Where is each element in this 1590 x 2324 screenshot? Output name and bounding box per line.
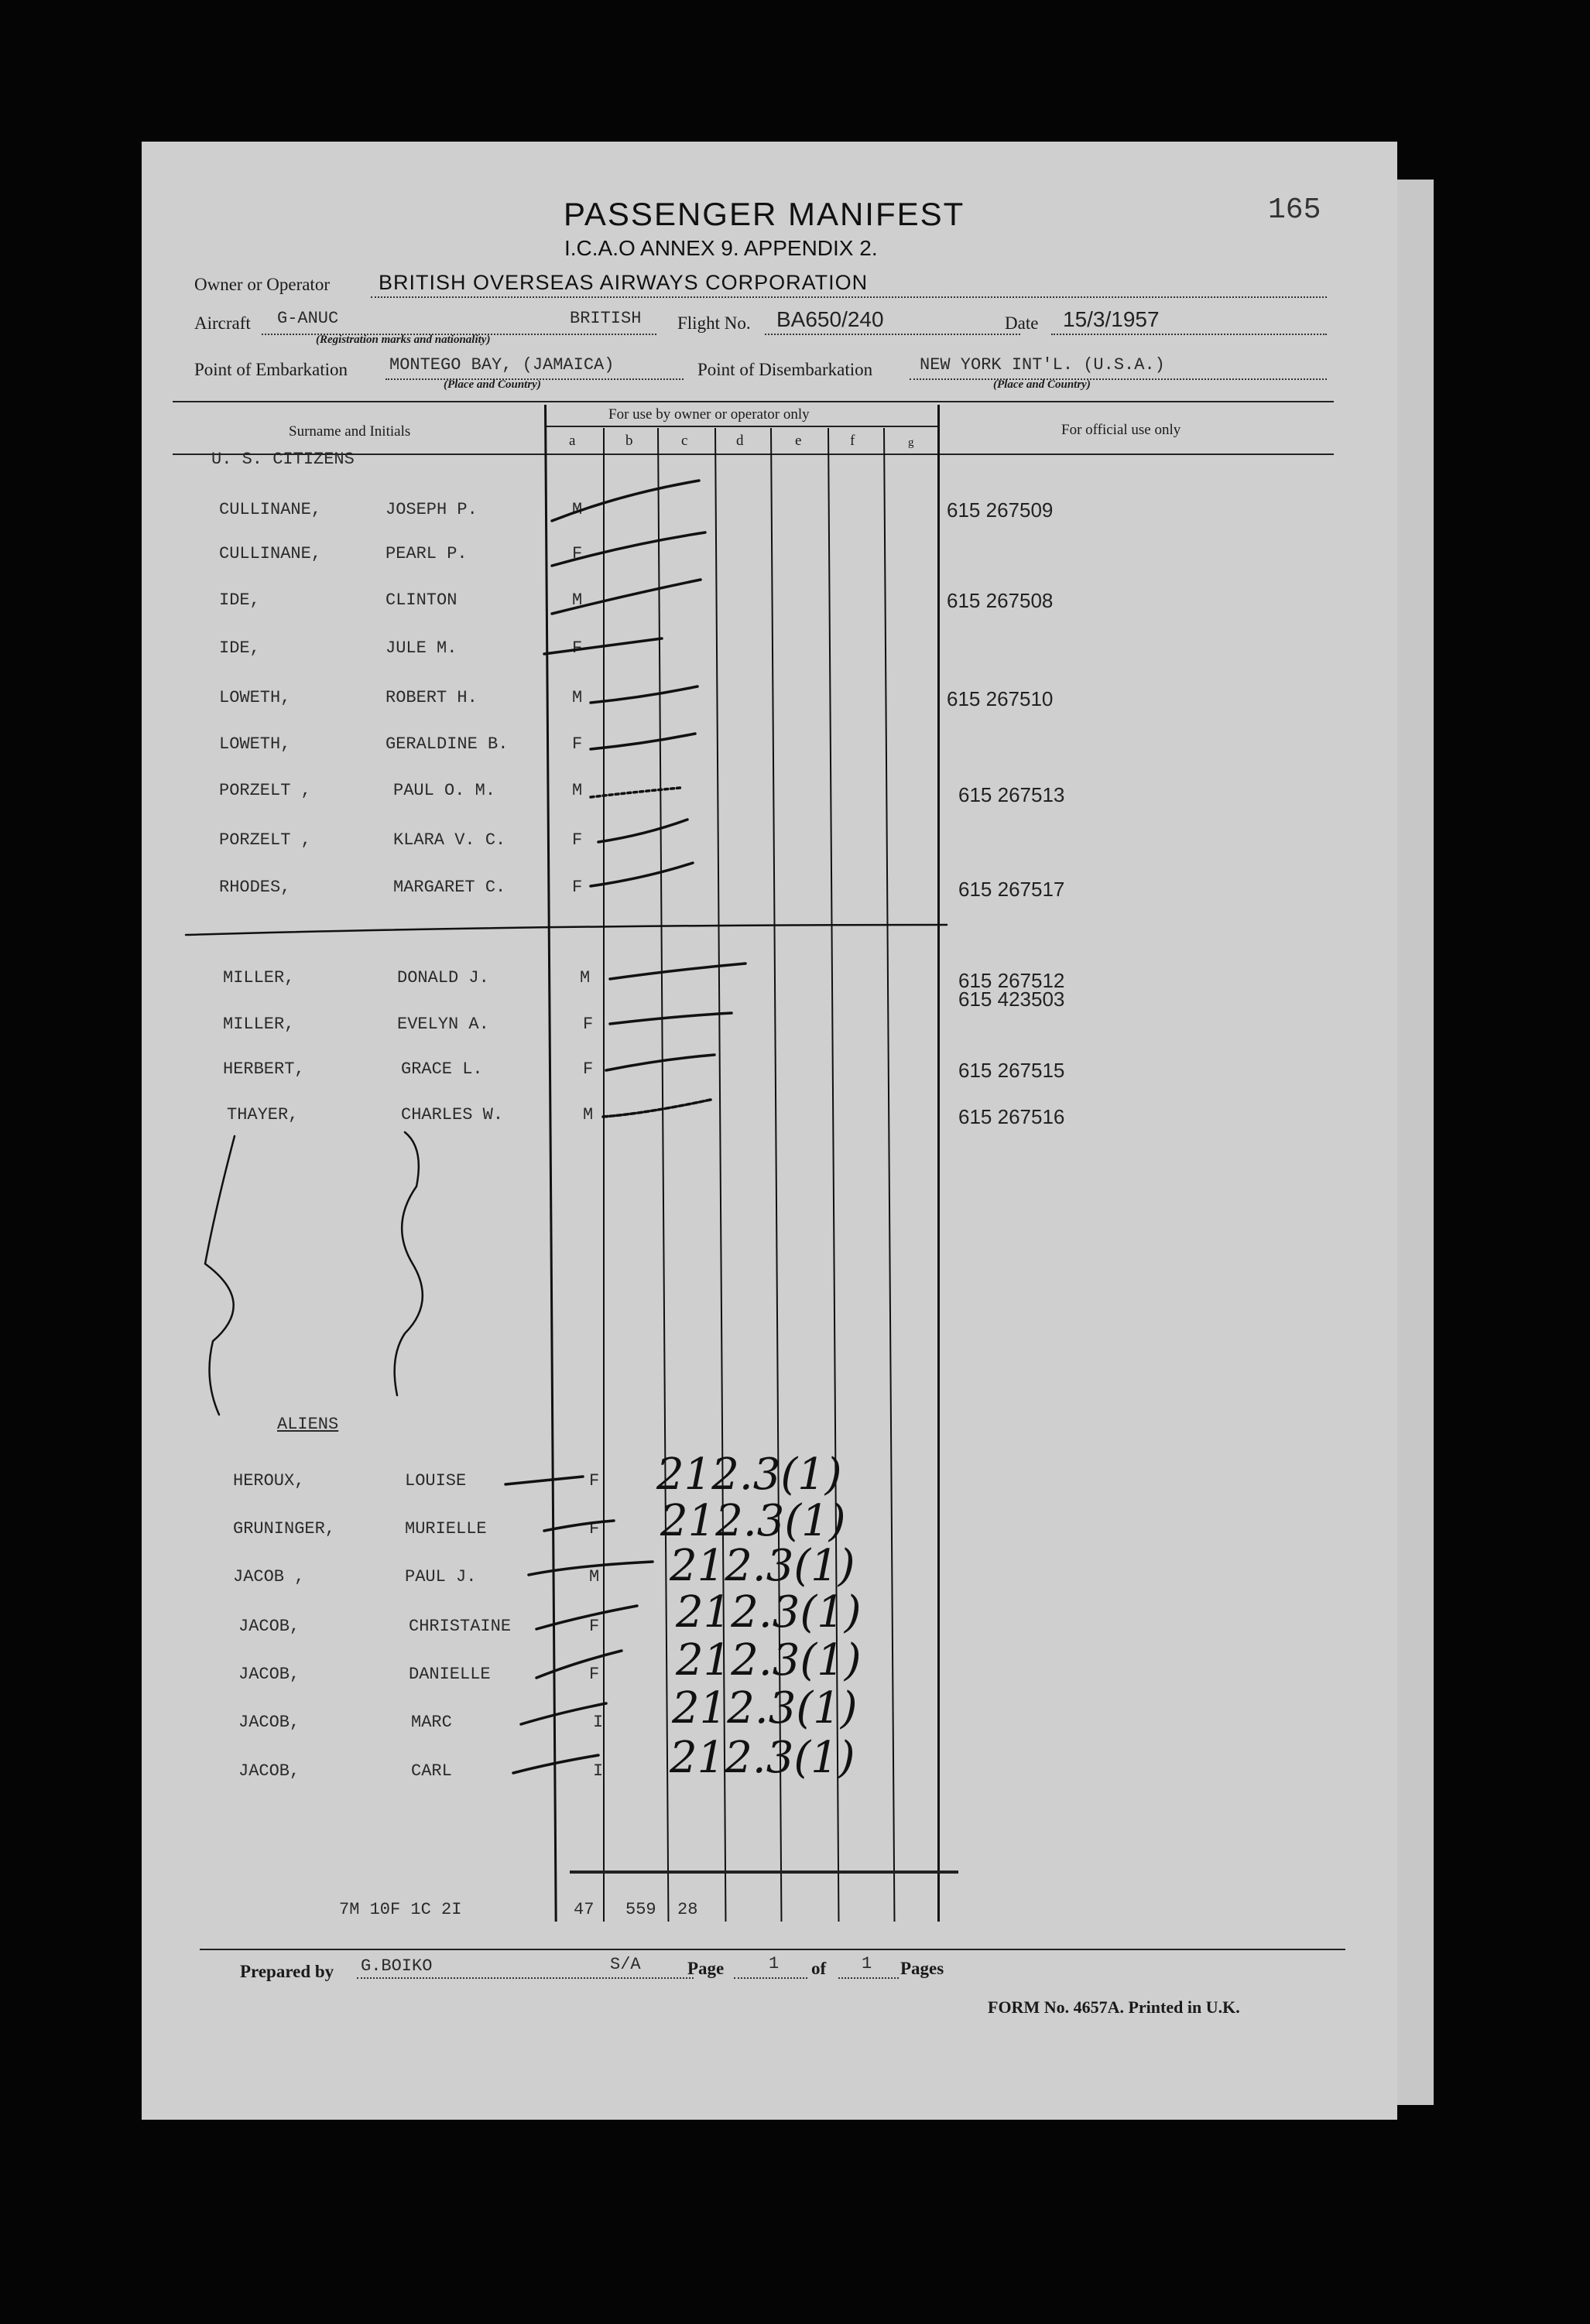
col-letter-a: a bbox=[569, 433, 576, 449]
passenger-surname: PORZELT , bbox=[219, 781, 311, 800]
handwritten-code: 212.3(1) bbox=[660, 1496, 846, 1546]
page-subtitle: I.C.A.O ANNEX 9. APPENDIX 2. bbox=[564, 236, 878, 260]
column-surname-header: Surname and Initials bbox=[289, 423, 411, 440]
date-value: 15/3/1957 bbox=[1063, 307, 1160, 331]
passenger-given-name: MARC bbox=[411, 1713, 452, 1732]
passenger-surname: CULLINANE, bbox=[219, 544, 322, 563]
passenger-surname: PORZELT , bbox=[219, 830, 311, 850]
passenger-sex: I bbox=[593, 1761, 604, 1781]
disembark-label: Point of Disembarkation bbox=[697, 360, 873, 379]
passenger-given-name: LOUISE bbox=[405, 1471, 467, 1491]
passenger-given-name: MARGARET C. bbox=[393, 878, 506, 897]
passenger-sex: F bbox=[589, 1519, 600, 1538]
handwritten-code: 212.3(1) bbox=[672, 1683, 858, 1734]
official-number: 615 267509 bbox=[947, 498, 1054, 522]
passenger-sex: F bbox=[589, 1665, 600, 1684]
passenger-sex: F bbox=[589, 1617, 600, 1636]
official-number: 615 267516 bbox=[958, 1105, 1065, 1128]
passenger-surname: MILLER, bbox=[223, 968, 295, 987]
disembark-note: (Place and Country) bbox=[993, 378, 1091, 391]
pages-label: Pages bbox=[900, 1959, 944, 1978]
handwritten-code: 212.3(1) bbox=[676, 1587, 862, 1638]
of-value: 1 bbox=[862, 1954, 872, 1973]
totals-counts: 7M 10F 1C 2I bbox=[339, 1900, 462, 1919]
passenger-given-name: KLARA V. C. bbox=[393, 830, 506, 850]
passenger-surname: MILLER, bbox=[223, 1015, 295, 1034]
embark-value: MONTEGO BAY, (JAMAICA) bbox=[389, 355, 615, 375]
passenger-sex: F bbox=[589, 1471, 600, 1491]
aircraft-registration: G-ANUC bbox=[277, 309, 339, 328]
passenger-surname: CULLINANE, bbox=[219, 500, 322, 519]
passenger-surname: THAYER, bbox=[227, 1105, 299, 1124]
col-letter-c: c bbox=[681, 433, 688, 449]
passenger-sex: M bbox=[583, 1105, 594, 1124]
official-number: 615 267508 bbox=[947, 589, 1054, 612]
handwritten-code: 212.3(1) bbox=[670, 1733, 855, 1783]
aircraft-nationality: BRITISH bbox=[570, 309, 642, 328]
official-number: 615 267515 bbox=[958, 1059, 1065, 1082]
passenger-surname: JACOB, bbox=[238, 1713, 300, 1732]
total-column-b: 559 bbox=[625, 1900, 656, 1919]
passenger-sex: M bbox=[572, 500, 583, 519]
date-label: Date bbox=[1005, 313, 1039, 333]
passenger-given-name: DANIELLE bbox=[409, 1665, 491, 1684]
prepared-value: G.BOIKO bbox=[361, 1956, 433, 1976]
passenger-given-name: CARL bbox=[411, 1761, 452, 1781]
passenger-sex: M bbox=[580, 968, 591, 987]
manifest-sheet bbox=[142, 142, 1397, 2120]
passenger-surname: GRUNINGER, bbox=[233, 1519, 336, 1538]
page-value: 1 bbox=[769, 1954, 780, 1973]
passenger-given-name: PEARL P. bbox=[386, 544, 468, 563]
disembark-value: NEW YORK INT'L. (U.S.A.) bbox=[920, 355, 1165, 375]
passenger-sex: F bbox=[583, 1059, 594, 1079]
passenger-sex: M bbox=[589, 1567, 600, 1586]
prepared-label: Prepared by bbox=[240, 1962, 334, 1981]
passenger-surname: JACOB, bbox=[238, 1761, 300, 1781]
passenger-given-name: JOSEPH P. bbox=[386, 500, 478, 519]
handwritten-code: 212.3(1) bbox=[676, 1635, 862, 1686]
passenger-sex: M bbox=[572, 781, 583, 800]
official-number-extra: 615 423503 bbox=[958, 987, 1065, 1011]
passenger-sex: M bbox=[572, 590, 583, 610]
column-official-header: For official use only bbox=[1061, 422, 1181, 438]
passenger-sex: F bbox=[583, 1015, 594, 1034]
passenger-sex: F bbox=[572, 544, 583, 563]
official-number: 615 267517 bbox=[958, 878, 1065, 901]
of-label: of bbox=[811, 1959, 827, 1978]
passenger-sex: F bbox=[572, 734, 583, 754]
aliens-heading: ALIENS bbox=[277, 1415, 339, 1434]
passenger-surname: JACOB , bbox=[233, 1567, 305, 1586]
form-note: FORM No. 4657A. Printed in U.K. bbox=[988, 1997, 1240, 2017]
official-number: 615 267510 bbox=[947, 687, 1054, 710]
passenger-given-name: CLINTON bbox=[386, 590, 457, 610]
col-letter-g: g bbox=[908, 436, 914, 449]
col-letter-d: d bbox=[736, 433, 744, 449]
passenger-given-name: PAUL J. bbox=[405, 1567, 477, 1586]
passenger-surname: IDE, bbox=[219, 638, 260, 658]
flight-value: BA650/240 bbox=[776, 307, 884, 331]
passenger-surname: LOWETH, bbox=[219, 688, 291, 707]
passenger-given-name: GRACE L. bbox=[401, 1059, 483, 1079]
passenger-given-name: GERALDINE B. bbox=[386, 734, 509, 754]
passenger-given-name: PAUL O. M. bbox=[393, 781, 496, 800]
aircraft-label: Aircraft bbox=[194, 313, 251, 333]
passenger-sex: M bbox=[572, 688, 583, 707]
col-letter-f: f bbox=[850, 433, 855, 449]
passenger-given-name: EVELYN A. bbox=[397, 1015, 489, 1034]
passenger-sex: F bbox=[572, 638, 583, 658]
total-column-a: 47 bbox=[574, 1900, 595, 1919]
passenger-given-name: DONALD J. bbox=[397, 968, 489, 987]
handwritten-code: 212.3(1) bbox=[670, 1541, 855, 1591]
sa-mark: S/A bbox=[610, 1955, 641, 1974]
owner-value: BRITISH OVERSEAS AIRWAYS CORPORATION bbox=[379, 271, 869, 294]
official-number: 615 267512 bbox=[958, 969, 1065, 992]
total-column-c: 28 bbox=[677, 1900, 698, 1919]
handwritten-code: 212.3(1) bbox=[656, 1450, 842, 1500]
column-owner-use-header: For use by owner or operator only bbox=[608, 406, 810, 423]
flight-label: Flight No. bbox=[677, 313, 751, 333]
embark-label: Point of Embarkation bbox=[194, 360, 348, 379]
passenger-given-name: CHRISTAINE bbox=[409, 1617, 512, 1636]
passenger-given-name: CHARLES W. bbox=[401, 1105, 504, 1124]
col-letter-e: e bbox=[795, 433, 802, 449]
handwritten-marks bbox=[142, 142, 1397, 2120]
aircraft-note: (Registration marks and nationality) bbox=[316, 334, 491, 346]
page-title: PASSENGER MANIFEST bbox=[564, 196, 965, 232]
passenger-surname: HERBERT, bbox=[223, 1059, 305, 1079]
page-label: Page bbox=[687, 1959, 725, 1978]
passenger-surname: LOWETH, bbox=[219, 734, 291, 754]
passenger-given-name: ROBERT H. bbox=[386, 688, 478, 707]
passenger-surname: IDE, bbox=[219, 590, 260, 610]
page-number: 165 bbox=[1268, 193, 1321, 227]
owner-label: Owner or Operator bbox=[194, 275, 330, 294]
us-citizens-heading: U. S. CITIZENS bbox=[211, 450, 355, 469]
passenger-surname: RHODES, bbox=[219, 878, 291, 897]
passenger-surname: HEROUX, bbox=[233, 1471, 305, 1491]
passenger-given-name: JULE M. bbox=[386, 638, 457, 658]
passenger-given-name: MURIELLE bbox=[405, 1519, 487, 1538]
passenger-surname: JACOB, bbox=[238, 1665, 300, 1684]
passenger-sex: F bbox=[572, 878, 583, 897]
col-letter-b: b bbox=[625, 433, 633, 449]
passenger-surname: JACOB, bbox=[238, 1617, 300, 1636]
passenger-sex: F bbox=[572, 830, 583, 850]
embark-note: (Place and Country) bbox=[444, 378, 541, 391]
official-number: 615 267513 bbox=[958, 783, 1065, 806]
passenger-sex: I bbox=[593, 1713, 604, 1732]
